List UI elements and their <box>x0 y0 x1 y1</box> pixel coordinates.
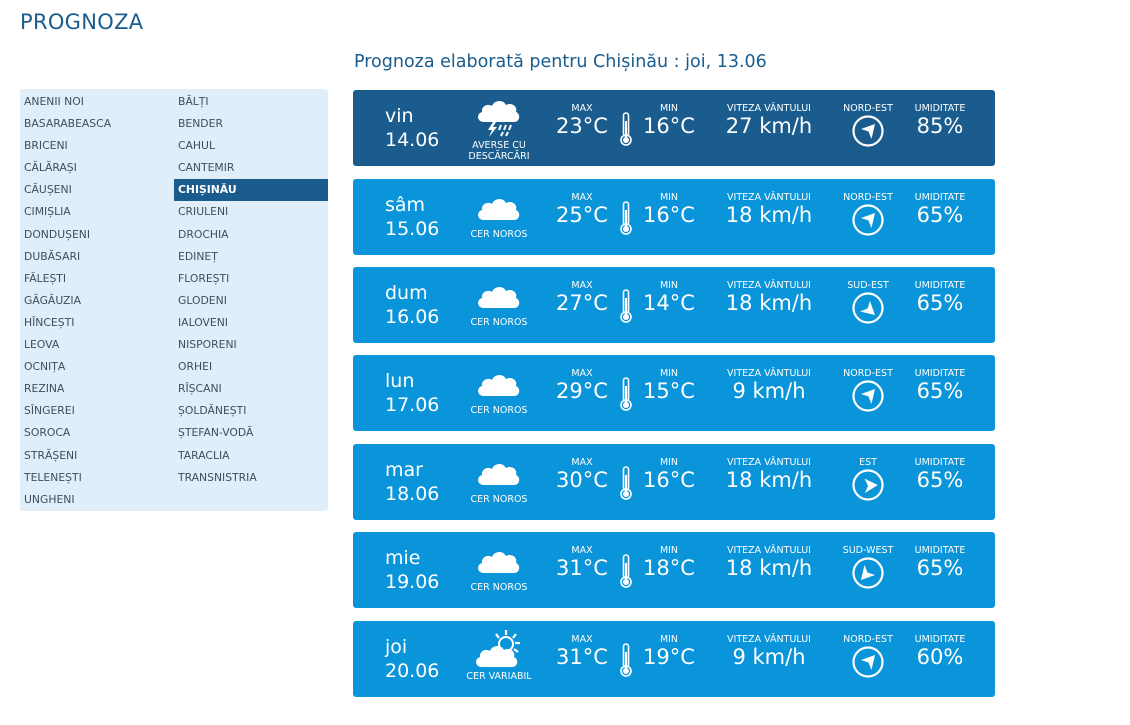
wind-label: VITEZA VÂNTULUI <box>727 634 811 645</box>
humidity-label: UMIDITATE <box>914 280 966 291</box>
wind-direction: SUD-EST <box>847 280 889 291</box>
city-link[interactable]: DROCHIA <box>178 227 229 241</box>
forecast-day: lun <box>385 370 415 392</box>
page-title: PROGNOZA <box>20 10 144 34</box>
wind-label: VITEZA VÂNTULUI <box>727 280 811 291</box>
cloud-icon <box>473 187 523 227</box>
forecast-date: 17.06 <box>385 394 440 416</box>
city-link[interactable]: SÎNGEREI <box>24 404 75 418</box>
humidity-label: UMIDITATE <box>914 368 966 379</box>
city-link[interactable]: CĂUȘENI <box>24 183 72 197</box>
forecast-card[interactable] <box>353 355 995 431</box>
max-temp: 31°C <box>556 556 608 580</box>
city-link[interactable]: ȘOLDĂNEȘTI <box>178 404 247 418</box>
cloud-icon <box>473 452 523 492</box>
min-label: MIN <box>659 457 679 468</box>
thermometer-icon <box>618 642 634 678</box>
condition-label: CER NOROS <box>470 229 528 240</box>
min-temp: 16°C <box>643 203 695 227</box>
min-label: MIN <box>659 192 679 203</box>
city-link[interactable]: BENDER <box>178 117 223 131</box>
thermometer-icon <box>618 553 634 589</box>
city-link[interactable]: IALOVENI <box>178 315 228 329</box>
wind-compass-icon <box>851 379 885 413</box>
forecast-date: 15.06 <box>385 218 440 240</box>
thermometer-icon <box>618 288 634 324</box>
thunder-rain-icon <box>473 98 523 138</box>
city-link[interactable]: LEOVA <box>24 338 60 352</box>
city-link[interactable]: DONDUȘENI <box>24 227 91 241</box>
city-link[interactable]: ȘTEFAN-VODĂ <box>178 426 254 440</box>
forecast-day: vin <box>385 105 414 127</box>
condition-label: CER NOROS <box>470 405 528 416</box>
min-label: MIN <box>659 545 679 556</box>
forecast-day: sâm <box>385 194 426 216</box>
wind-direction: SUD-WEST <box>842 545 894 556</box>
wind-speed: 18 km/h <box>725 203 813 227</box>
city-link[interactable]: DUBĂSARI <box>24 249 81 263</box>
condition-label: CER NOROS <box>470 317 528 328</box>
city-link[interactable]: BRICENI <box>24 139 68 153</box>
wind-label: VITEZA VÂNTULUI <box>727 368 811 379</box>
humidity-value: 65% <box>916 468 964 492</box>
condition-label: CER VARIABIL <box>466 671 532 682</box>
wind-label: VITEZA VÂNTULUI <box>727 545 811 556</box>
thermometer-icon <box>618 111 634 147</box>
forecast-day: mie <box>385 547 421 569</box>
humidity-value: 65% <box>916 291 964 315</box>
humidity-value: 65% <box>916 556 964 580</box>
humidity-value: 85% <box>916 114 964 138</box>
city-column-right <box>174 91 328 489</box>
forecast-card[interactable] <box>353 444 995 520</box>
forecast-card[interactable] <box>353 621 995 697</box>
wind-speed: 18 km/h <box>725 556 813 580</box>
city-link[interactable]: CHIȘINĂU <box>174 179 328 201</box>
city-link[interactable]: TELENEȘTI <box>24 470 82 484</box>
humidity-label: UMIDITATE <box>914 634 966 645</box>
city-link[interactable]: NISPORENI <box>178 338 237 352</box>
city-link[interactable]: STRĂȘENI <box>24 448 78 462</box>
wind-label: VITEZA VÂNTULUI <box>727 103 811 114</box>
forecast-card[interactable] <box>353 532 995 608</box>
sun-cloud-icon <box>473 629 523 669</box>
max-label: MAX <box>571 280 593 291</box>
humidity-label: UMIDITATE <box>914 457 966 468</box>
wind-speed: 18 km/h <box>725 468 813 492</box>
city-link[interactable]: FLOREȘTI <box>178 271 230 285</box>
humidity-label: UMIDITATE <box>914 103 966 114</box>
city-link[interactable]: GLODENI <box>178 293 227 307</box>
thermometer-icon <box>618 376 634 412</box>
wind-speed: 27 km/h <box>725 114 813 138</box>
min-label: MIN <box>659 634 679 645</box>
city-column-left <box>20 91 174 511</box>
min-temp: 16°C <box>643 468 695 492</box>
wind-direction: EST <box>859 457 877 468</box>
forecast-date: 18.06 <box>385 483 440 505</box>
forecast-day: joi <box>385 636 408 658</box>
max-label: MAX <box>571 368 593 379</box>
max-temp: 25°C <box>556 203 608 227</box>
min-temp: 16°C <box>643 114 695 138</box>
forecast-date: 16.06 <box>385 306 440 328</box>
forecast-card[interactable] <box>353 90 995 166</box>
city-link[interactable]: TARACLIA <box>178 448 230 462</box>
thermometer-icon <box>618 200 634 236</box>
max-temp: 30°C <box>556 468 608 492</box>
min-temp: 14°C <box>643 291 695 315</box>
city-link[interactable]: CRIULENI <box>178 205 229 219</box>
city-list <box>20 89 328 511</box>
wind-compass-icon <box>851 203 885 237</box>
wind-direction: NORD-EST <box>843 634 893 645</box>
wind-direction: NORD-EST <box>843 103 893 114</box>
min-label: MIN <box>659 280 679 291</box>
city-link[interactable]: CĂLĂRAȘI <box>24 161 77 175</box>
forecast-subtitle: Prognoza elaborată pentru Chișinău : joi, 13.06 <box>354 52 767 72</box>
city-link[interactable]: HÎNCEȘTI <box>24 315 75 329</box>
wind-speed: 9 km/h <box>732 645 806 669</box>
humidity-label: UMIDITATE <box>914 545 966 556</box>
wind-direction: NORD-EST <box>843 368 893 379</box>
city-link[interactable]: CIMIȘLIA <box>24 205 71 219</box>
condition-label: CER NOROS <box>470 494 528 505</box>
forecast-day: dum <box>385 282 428 304</box>
city-link[interactable]: TRANSNISTRIA <box>178 470 257 484</box>
humidity-value: 65% <box>916 379 964 403</box>
condition-label: AVERSE CU DESCĂRCĂRI <box>468 140 530 162</box>
wind-compass-icon <box>851 114 885 148</box>
forecast-card[interactable] <box>353 267 995 343</box>
humidity-value: 65% <box>916 203 964 227</box>
max-label: MAX <box>571 457 593 468</box>
city-link[interactable]: BĂLȚI <box>178 95 209 108</box>
wind-speed: 9 km/h <box>732 379 806 403</box>
humidity-value: 60% <box>916 645 964 669</box>
cloud-icon <box>473 540 523 580</box>
city-link[interactable]: CAHUL <box>178 139 215 153</box>
city-link[interactable]: OCNIȚA <box>24 360 66 374</box>
min-temp: 15°C <box>643 379 695 403</box>
max-label: MAX <box>571 192 593 203</box>
min-label: MIN <box>659 368 679 379</box>
city-link[interactable]: EDINEȚ <box>178 249 218 263</box>
wind-compass-icon <box>851 291 885 325</box>
forecast-date: 14.06 <box>385 129 440 151</box>
wind-compass-icon <box>851 468 885 502</box>
wind-compass-icon <box>851 645 885 679</box>
min-temp: 18°C <box>643 556 695 580</box>
cloud-icon <box>473 363 523 403</box>
wind-direction: NORD-EST <box>843 192 893 203</box>
max-label: MAX <box>571 545 593 556</box>
forecast-day: mar <box>385 459 423 481</box>
max-temp: 23°C <box>556 114 608 138</box>
wind-label: VITEZA VÂNTULUI <box>727 457 811 468</box>
humidity-label: UMIDITATE <box>914 192 966 203</box>
max-temp: 29°C <box>556 379 608 403</box>
city-link[interactable]: ANENII NOI <box>24 95 84 108</box>
max-temp: 27°C <box>556 291 608 315</box>
city-link[interactable]: ORHEI <box>178 360 213 374</box>
wind-speed: 18 km/h <box>725 291 813 315</box>
city-link[interactable]: SOROCA <box>24 426 71 440</box>
wind-compass-icon <box>851 556 885 590</box>
city-link[interactable]: CANTEMIR <box>178 161 235 175</box>
max-label: MAX <box>571 634 593 645</box>
city-link[interactable]: BASARABEASCA <box>24 117 112 131</box>
thermometer-icon <box>618 465 634 501</box>
cloud-icon <box>473 275 523 315</box>
max-label: MAX <box>571 103 593 114</box>
city-link[interactable]: REZINA <box>24 382 65 396</box>
city-link[interactable]: RÎȘCANI <box>178 382 222 396</box>
wind-label: VITEZA VÂNTULUI <box>727 192 811 203</box>
city-link[interactable]: FĂLEȘTI <box>24 271 67 285</box>
city-link[interactable]: UNGHENI <box>24 492 75 506</box>
forecast-date: 20.06 <box>385 660 440 682</box>
forecast-card[interactable] <box>353 179 995 255</box>
condition-label: CER NOROS <box>470 582 528 593</box>
city-link[interactable]: GĂGĂUZIA <box>24 293 81 307</box>
max-temp: 31°C <box>556 645 608 669</box>
min-label: MIN <box>659 103 679 114</box>
forecast-date: 19.06 <box>385 571 440 593</box>
min-temp: 19°C <box>643 645 695 669</box>
